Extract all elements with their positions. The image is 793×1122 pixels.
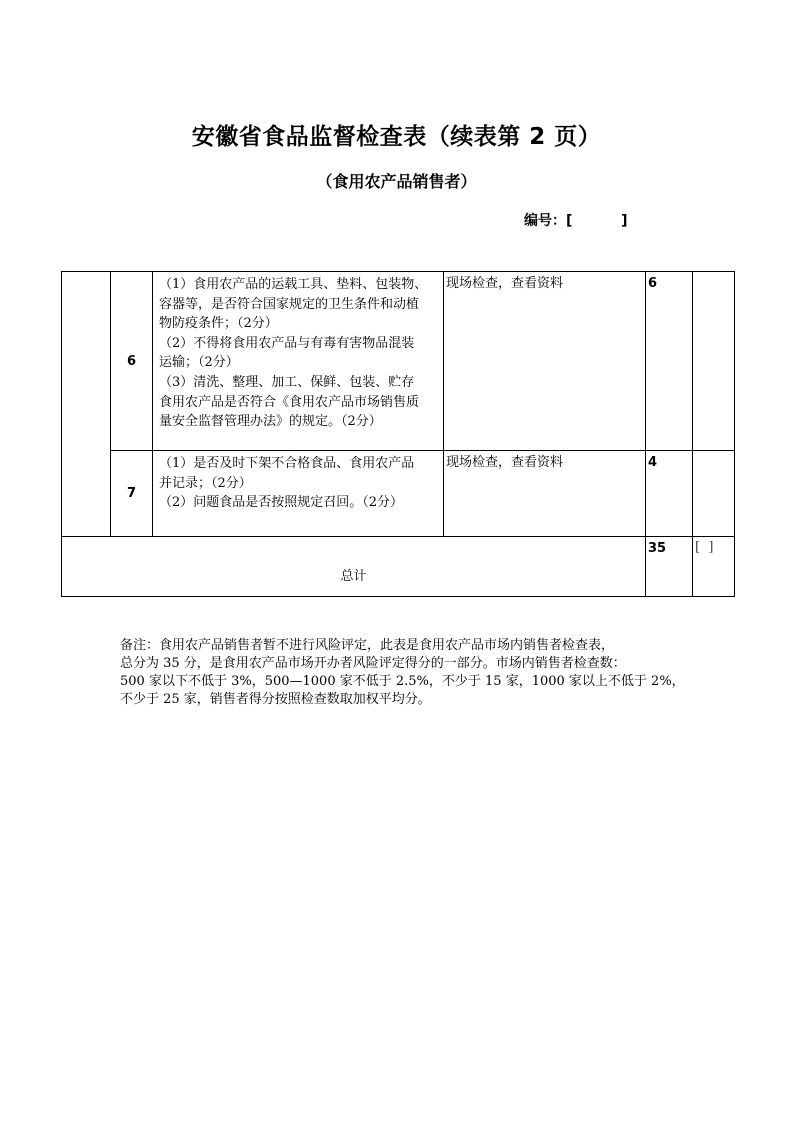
remark-line: 总分为 35 分，是食用农产品市场开办者风险评定得分的一部分。市场内销售者检查数： — [120, 656, 626, 671]
item-content — [153, 451, 444, 537]
content-line: 容器等，是否符合国家规定的卫生条件和动植 — [159, 296, 420, 312]
content-line: （3）清洗、整理、加工、保鲜、包装、贮存 — [159, 374, 415, 390]
content-line: 运输；（2分） — [159, 355, 239, 371]
remark-line: 备注：食用农产品销售者暂不进行风险评定，此表是食用农产品市场内销售者检查表， — [120, 638, 615, 653]
remark-line: 500 家以下不低于 3%，500—1000 家不低于 2.5%，不少于 15 家，1000 家以上不低于 2%， — [120, 674, 685, 689]
result-cell[interactable] — [693, 451, 735, 537]
total-row — [62, 537, 735, 597]
total-result-field[interactable]: [ ] — [693, 537, 735, 597]
inspection-table — [61, 271, 735, 597]
category-cell — [62, 272, 111, 537]
result-cell[interactable] — [693, 272, 735, 451]
item-number: 6 — [111, 272, 153, 451]
content-line: （2）不得将食用农产品与有毒有害物品混装 — [159, 335, 415, 351]
total-label: 总计 — [62, 537, 646, 597]
content-line: 物防疫条件；（2分） — [159, 316, 278, 332]
serial-number-field: 编号：[ ] — [524, 213, 628, 229]
remarks — [120, 637, 685, 709]
item-score: 6 — [646, 272, 693, 451]
content-line: 食用农产品是否符合《食用农产品市场销售质 — [159, 394, 420, 410]
total-score: 35 — [646, 537, 693, 597]
item-number: 7 — [111, 451, 153, 537]
content-line: 量安全监督管理办法》的规定。（2分） — [159, 414, 382, 430]
page-title: 安徽省食品监督检查表（续表第 2 页） — [191, 124, 602, 150]
table-row — [62, 272, 735, 451]
item-content — [153, 272, 444, 451]
content-line: （2）问题食品是否按照规定召回。（2分） — [159, 495, 404, 511]
item-score: 4 — [646, 451, 693, 537]
inspection-method: 现场检查，查看资料 — [444, 272, 646, 451]
content-line: （1）食用农产品的运载工具、垫料、包装物、 — [159, 277, 428, 292]
remark-line: 不少于 25 家，销售者得分按照检查数取加权平均分。 — [120, 692, 431, 707]
content-line: 并记录；（2分） — [159, 475, 252, 491]
page-subtitle: （食用农产品销售者） — [316, 172, 477, 191]
table-row — [62, 451, 735, 537]
inspection-method: 现场检查，查看资料 — [444, 451, 646, 537]
content-line: （1）是否及时下架不合格食品、食用农产品 — [159, 456, 415, 471]
